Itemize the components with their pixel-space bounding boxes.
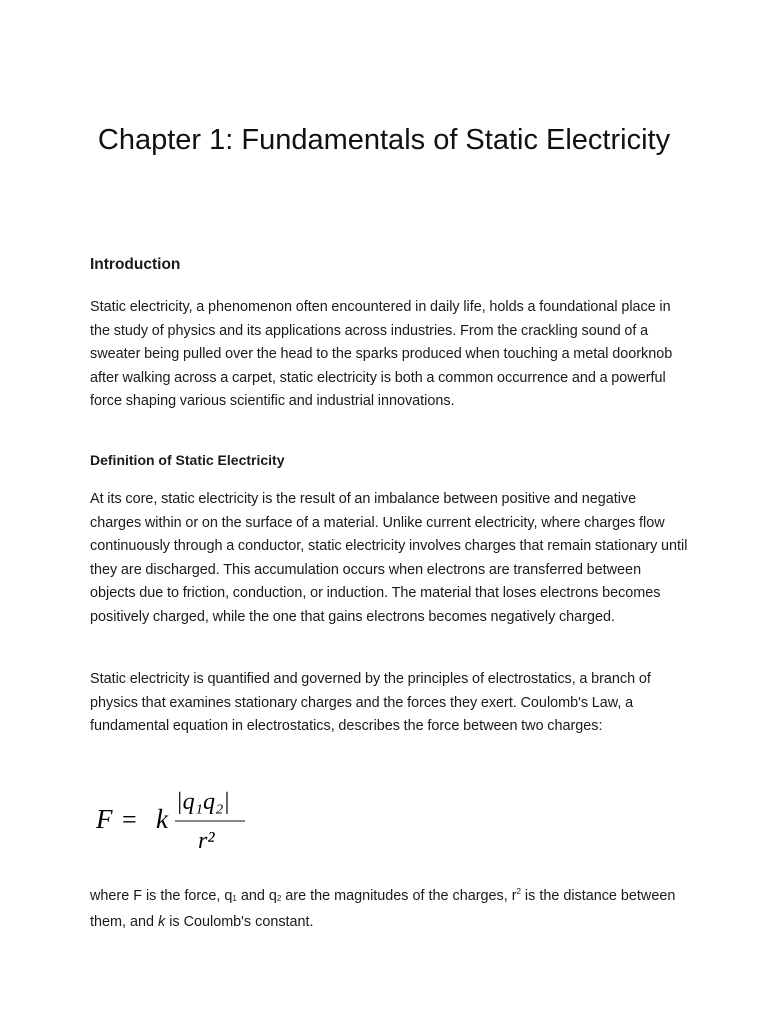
definition-paragraph-2: Static electricity is quantified and governed by the principles of electrostatics, a branch of physics that examines stationary charges and the forces they exert. Coulomb's Law, a fundamental equation in electrostatics, describes the force between two charges: xyxy=(90,671,651,734)
definition-paragraph-1: At its core, static electricity is the result of an imbalance between positive and negative charges within or on the surface of a material. Unlike current electricity, where charges flow continuously through a conductor, static electricity involves charges that remain stationary until they are discharged. This accumulation occurs when electrons are transferred between objects due to friction, conduction, or induction. The material that loses electrons becomes positively charged, while the one that gains electrons becomes negatively charged. xyxy=(90,491,688,625)
explanation-text-3: are the magnitudes of the charges, r xyxy=(281,888,517,904)
formula-lhs: F xyxy=(96,804,113,834)
superscript-2: 2 xyxy=(516,887,521,896)
subscript-2: 2 xyxy=(276,894,282,903)
explanation-text-1: where F is the force, q xyxy=(90,888,233,904)
coulomb-constant-symbol: k xyxy=(158,913,166,930)
explanation-text-4: is the distance between them, and xyxy=(90,888,676,930)
coulombs-law-formula xyxy=(96,778,266,858)
subscript-1: 1 xyxy=(232,894,237,903)
formula-numerator: |q₁q₂| xyxy=(176,789,230,815)
definition-heading: Definition of Static Electricity xyxy=(90,452,285,468)
formula-coefficient: k xyxy=(156,804,168,834)
chapter-title: Chapter 1: Fundamentals of Static Electricity xyxy=(97,124,671,156)
formula-explanation xyxy=(90,880,690,934)
formula-denominator: r² xyxy=(198,828,215,854)
introduction-paragraph: Static electricity, a phenomenon often encountered in daily life, holds a foundational place in the study of physics and its applications across industries. From the crackling sound of a sweater being pulled over the head to the sparks produced when touching a metal doorknob after walking across a carpet, static electricity is both a common occurrence and a powerful force shaping various scientific and industrial innovations. xyxy=(90,299,673,409)
formula-svg xyxy=(96,778,266,858)
introduction-heading: Introduction xyxy=(90,256,181,273)
explanation-text-2: and q xyxy=(236,888,277,904)
formula-equals: = xyxy=(122,805,137,834)
explanation-text-5: is Coulomb's constant. xyxy=(165,913,314,930)
